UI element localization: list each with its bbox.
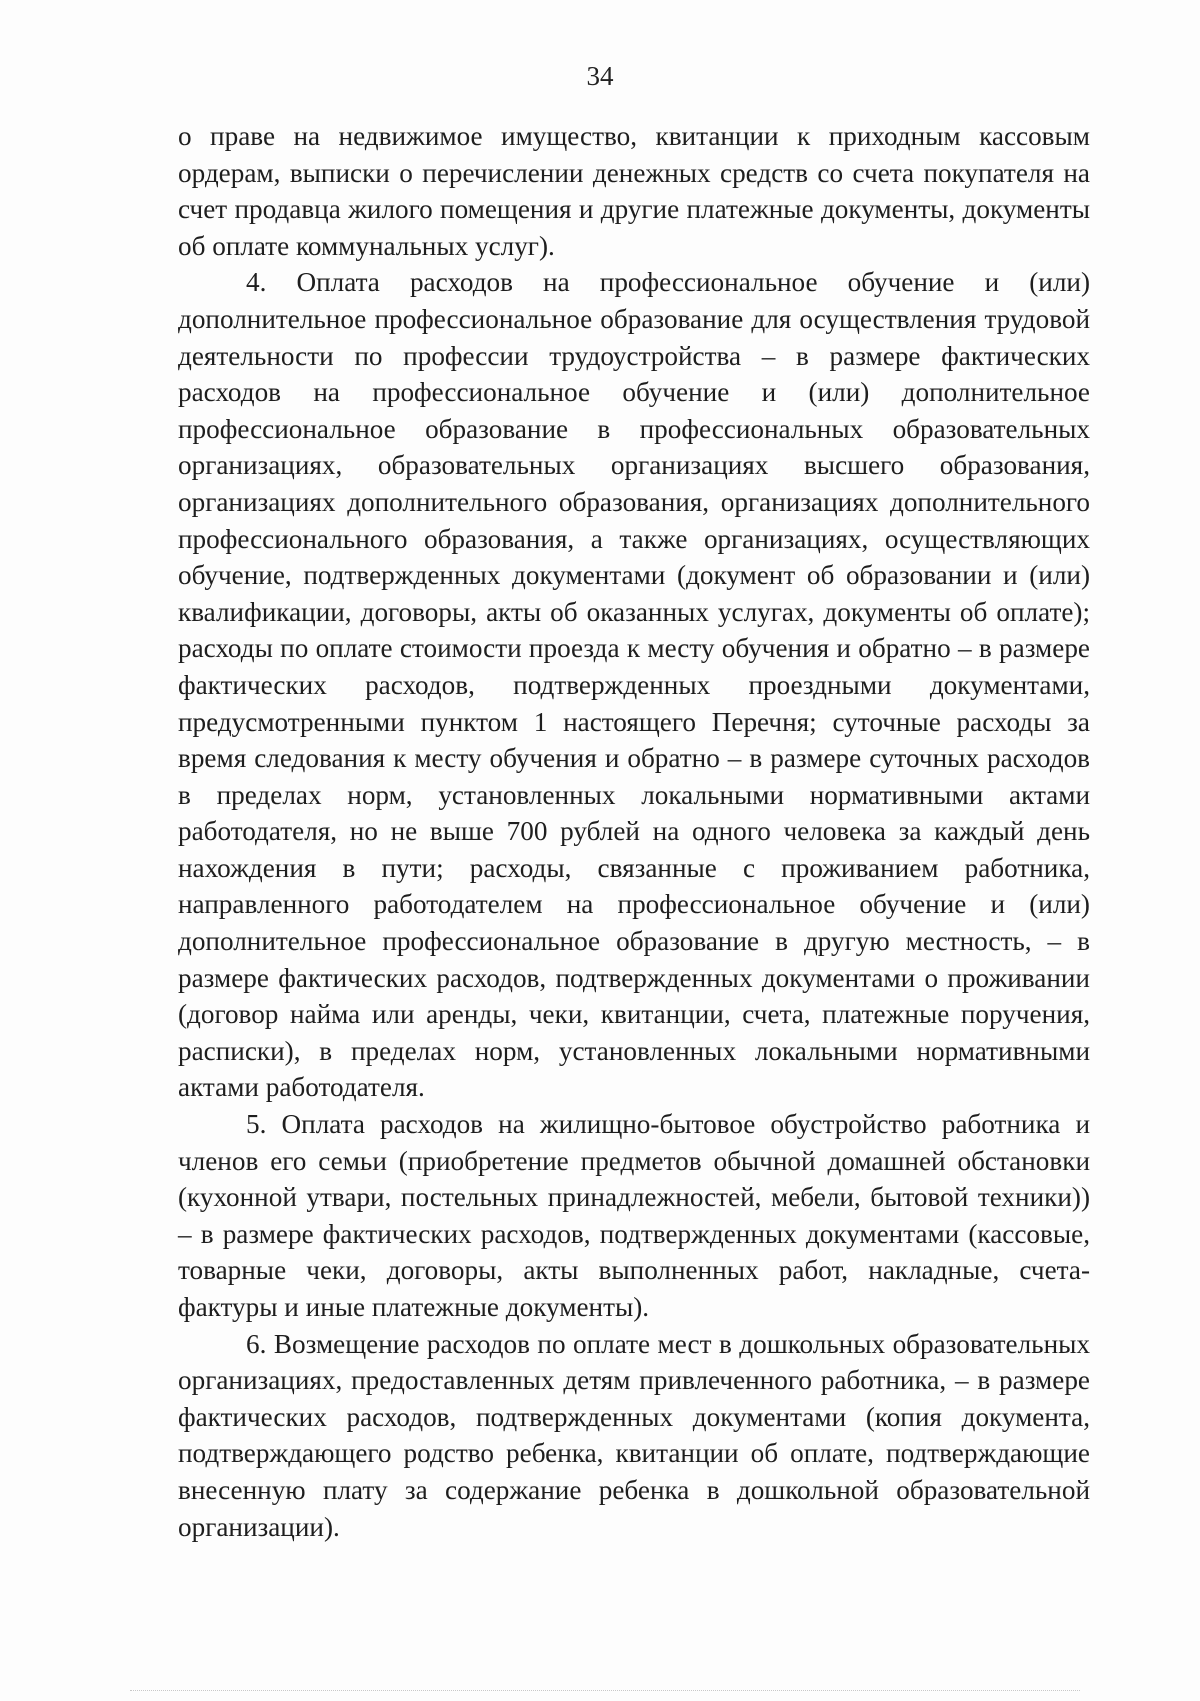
paragraph-item-6: 6. Возмещение расходов по оплате мест в дошкольных образовательных организациях, предоставленных детям привлеченного работника, – в размере фактических расходов, подтвержденных документами (копия документа, подтверждающего родство ребенка, квитанции об оплате, подтверждающие внесенную плату за содержание ребенка в дошкольной образовательной организации). [178, 1328, 1090, 1542]
paragraph-item-5: 5. Оплата расходов на жилищно-бытовое обустройство работника и членов его семьи (приобретение предметов обычной домашней обстановки (кухонной утвари, постельных принадлежностей, мебели, бытовой техники)) – в размере фактических расходов, подтвержденных документами (кассовые, товарные чеки, договоры, акты выполненных работ, накладные, счета-фактуры и иные платежные документы). [178, 1109, 1090, 1322]
document-body [178, 118, 1090, 1545]
scan-edge-artifact [130, 1690, 1080, 1693]
paragraph-continuation: о праве на недвижимое имущество, квитанции к приходным кассовым ордерам, выписки о перечислении денежных средств со счета покупателя на счет продавца жилого помещения и другие платежные документы, документы об оплате коммунальных услуг). [178, 121, 1090, 261]
page-number: 34 [586, 61, 614, 91]
paragraph-item-4: 4. Оплата расходов на профессиональное обучение и (или) дополнительное профессиональное образование для осуществления трудовой деятельности по профессии трудоустройства – в размере фактических расходов на профессиональное обучение и (или) дополнительное профессиональное образование в профессиональных образовательных организациях, образовательных организациях высшего образования, организациях дополнительного образования, организациях дополнительного профессионального образования, а также организациях, осуществляющих обучение, подтвержденных документами (документ об образовании и (или) квалификации, договоры, акты об оказанных услугах, документы об оплате); расходы по оплате стоимости проезда к месту обучения и обратно – в размере фактических расходов, подтвержденных проездными документами, предусмотренными пунктом 1 настоящего Перечня; суточные расходы за время следования к месту обучения и обратно – в размере суточных расходов в пределах норм, установленных локальными нормативными актами работодателя, но не выше 700 рублей на одного человека за каждый день нахождения в пути; расходы, связанные с проживанием работника, направленного работодателем на профессиональное обучение и (или) дополнительное профессиональное образование в другую местность, – в размере фактических расходов, подтвержденных документами о проживании (договор найма или аренды, чеки, квитанции, счета, платежные поручения, расписки), в пределах норм, установленных локальными нормативными актами работодателя. [178, 267, 1090, 1103]
